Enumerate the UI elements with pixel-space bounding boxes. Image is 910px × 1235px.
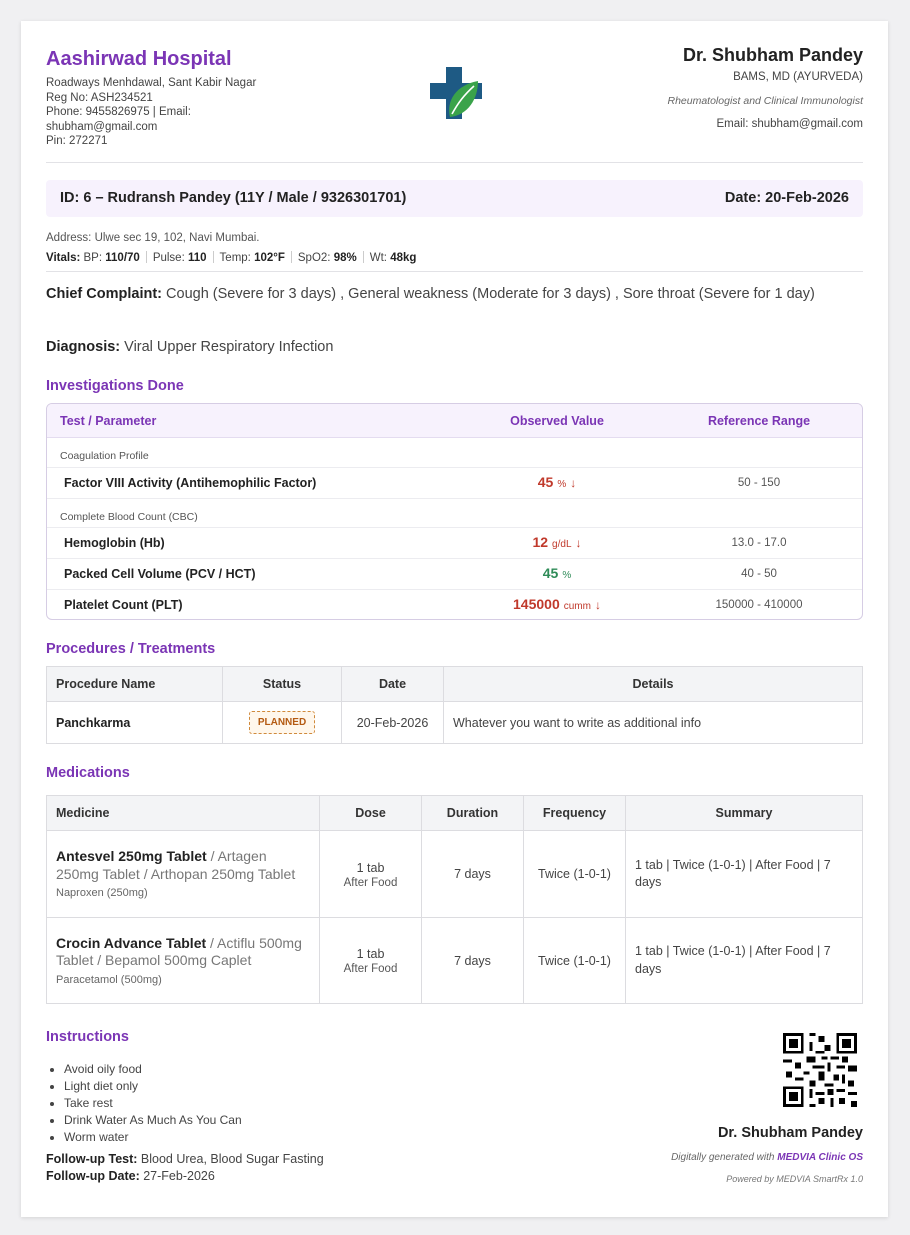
temp-label: Temp: [219, 252, 251, 264]
summary: 1 tab | Twice (1-0-1) | After Food | 7 days [626, 831, 863, 918]
arrow-down-icon: ↓ [575, 536, 582, 550]
doctor-name: Dr. Shubham Pandey [682, 45, 863, 65]
chief-complaint [46, 283, 846, 305]
qr-code-icon [783, 1033, 857, 1107]
col-reference: Reference Range [707, 414, 811, 428]
chief-complaint-label: Chief Complaint: [46, 286, 162, 302]
instruction-item: • Avoid oily food [64, 1061, 242, 1078]
observed-value: 45 % [542, 565, 572, 581]
test-row [47, 589, 862, 620]
summary: 1 tab | Twice (1-0-1) | After Food | 7 days [626, 918, 863, 1004]
test-row [47, 527, 862, 558]
medication-row [47, 831, 863, 918]
hospital-details [46, 76, 296, 149]
status-badge: PLANNED [249, 711, 315, 734]
medical-cross-leaf-icon [428, 65, 484, 121]
follow-up-date: Follow-up Date: 27-Feb-2026 [46, 1169, 215, 1183]
col-procedure-name: Procedure Name [47, 667, 223, 702]
instructions-title: Instructions [46, 1029, 129, 1045]
visit-date: Date: 20-Feb-2026 [724, 190, 849, 206]
patient-id-line: ID: 6 – Rudransh Pandey (11Y / Male / 9326301701) [60, 190, 407, 206]
follow-up-test: Follow-up Test: Blood Urea, Blood Sugar Fasting [46, 1152, 324, 1166]
test-name: Hemoglobin (Hb) [64, 536, 165, 550]
medicine-generic: Naproxen (250mg) [56, 887, 148, 899]
col-dose: Dose [320, 796, 422, 831]
reference-range: 150000 - 410000 [715, 599, 803, 611]
frequency: Twice (1-0-1) [524, 918, 626, 1004]
hospital-name: Aashirwad Hospital [46, 48, 232, 70]
col-details: Details [444, 667, 863, 702]
medications-table [46, 795, 863, 1004]
bp-value: 110/70 [105, 252, 140, 264]
divider [46, 271, 863, 272]
instructions-block [46, 1057, 242, 1146]
reference-range: 40 - 50 [741, 568, 777, 580]
duration: 7 days [422, 918, 524, 1004]
test-row [47, 558, 862, 589]
investigations-table [46, 403, 863, 620]
spo2-value: 98% [333, 252, 357, 264]
instruction-item: • Drink Water As Much As You Can [64, 1112, 242, 1129]
dose: 1 tab [356, 860, 385, 875]
group-name: Complete Blood Count (CBC) [60, 511, 198, 523]
temp-value: 102°F [254, 252, 285, 264]
dose-timing: After Food [343, 876, 398, 889]
patient-address: Address: Ulwe sec 19, 102, Navi Mumbai. [46, 232, 260, 244]
prescription-sheet [21, 21, 888, 1217]
generated-note: Digitally generated with MEDVIA Clinic OS [671, 1152, 863, 1163]
procedure-row [47, 702, 863, 744]
medications-title: Medications [46, 765, 130, 781]
procedure-name: Panchkarma [47, 702, 223, 744]
dose-timing: After Food [343, 963, 398, 975]
test-name: Factor VIII Activity (Antihemophilic Factor) [64, 476, 317, 490]
diagnosis [46, 339, 333, 355]
medication-row [47, 918, 863, 1004]
col-status: Status [223, 667, 342, 702]
col-frequency: Frequency [524, 796, 626, 831]
col-observed: Observed Value [510, 414, 604, 428]
procedure-date: 20-Feb-2026 [342, 702, 444, 744]
instruction-item: • Light diet only [64, 1078, 242, 1095]
medicine-generic: Paracetamol (500mg) [56, 973, 162, 986]
test-name: Platelet Count (PLT) [64, 598, 183, 612]
doctor-block [563, 45, 863, 130]
vitals-line [46, 251, 416, 264]
arrow-down-icon: ↓ [570, 476, 577, 490]
patient-band [46, 180, 863, 217]
medicine-name: Crocin Advance Tablet / Actiflu 500mg Tablet / Bepamol 500mg Caplet [56, 934, 302, 968]
hospital-reg: Reg No: ASH234521 [46, 91, 153, 104]
observed-value: 12 g/dL ↓ [532, 534, 582, 550]
duration: 7 days [422, 831, 524, 918]
arrow-down-icon: ↓ [594, 598, 601, 612]
test-group-label [47, 438, 862, 467]
observed-value: 45 % ↓ [537, 474, 577, 490]
frequency: Twice (1-0-1) [524, 831, 626, 918]
doctor-qualification: BAMS, MD (AYURVEDA) [733, 71, 863, 83]
bp-label: BP: [83, 252, 103, 264]
col-summary: Summary [626, 796, 863, 831]
observed-value: 145000 cumm ↓ [513, 596, 601, 612]
vitals-label: Vitals: [46, 252, 81, 264]
reference-range: 13.0 - 17.0 [731, 537, 787, 549]
col-medicine: Medicine [47, 796, 320, 831]
reference-range: 50 - 150 [737, 477, 781, 489]
pulse-label: Pulse: [152, 252, 185, 264]
investigations-title: Investigations Done [46, 378, 184, 394]
group-name: Coagulation Profile [60, 450, 149, 462]
powered-note: Powered by MEDVIA SmartRx 1.0 [726, 1174, 863, 1184]
wt-value: 48kg [390, 252, 417, 264]
hospital-pin: Pin: 272271 [46, 135, 108, 147]
instructions-list [46, 1061, 242, 1146]
hospital-contact: Phone: 9455826975 | Email: shubham@gmail.com [46, 106, 191, 133]
test-row [47, 467, 862, 498]
test-group-label [47, 498, 862, 527]
header [46, 21, 863, 163]
test-name: Packed Cell Volume (PCV / HCT) [64, 567, 256, 581]
col-date: Date [342, 667, 444, 702]
chief-complaint-text: Cough (Severe for 3 days) , General weakness (Moderate for 3 days) , Sore throat (Severe for 1 day) [166, 286, 815, 302]
signature-name: Dr. Shubham Pandey [717, 1125, 863, 1141]
wt-label: Wt: [369, 252, 387, 264]
procedures-title: Procedures / Treatments [46, 641, 216, 657]
hospital-address: Roadways Menhdawal, Sant Kabir Nagar [46, 77, 257, 89]
spo2-label: SpO2: [297, 252, 331, 264]
investigations-header [47, 404, 862, 438]
doctor-email: Email: shubham@gmail.com [716, 118, 863, 130]
doctor-specialty: Rheumatologist and Clinical Immunologist [667, 95, 863, 107]
col-test: Test / Parameter [60, 414, 157, 428]
procedures-table [46, 666, 863, 744]
instruction-item: • Worm water [64, 1129, 242, 1146]
diagnosis-label: Diagnosis: [46, 339, 121, 355]
medicine-name: Antesvel 250mg Tablet / Artagen 250mg Tablet / Arthopan 250mg Tablet [56, 848, 296, 882]
procedure-details: Whatever you want to write as additional info [444, 702, 863, 744]
instruction-item: • Take rest [64, 1095, 242, 1112]
dose: 1 tab [356, 947, 385, 961]
col-duration: Duration [422, 796, 524, 831]
pulse-value: 110 [187, 252, 207, 264]
diagnosis-text: Viral Upper Respiratory Infection [124, 339, 334, 355]
